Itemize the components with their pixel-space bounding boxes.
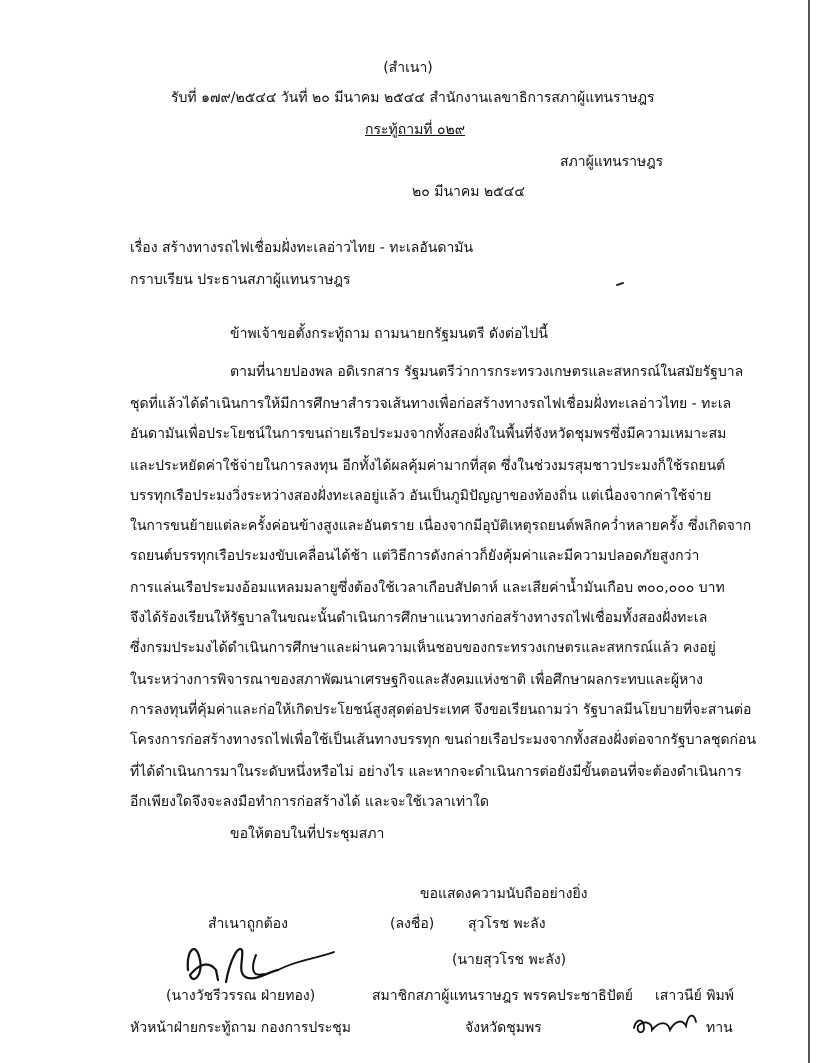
body-line: ที่ได้ดำเนินการมาในระดับหนึ่งหรือไม่ อย่างไร และหากจะดำเนินการต่อยังมีขั้นตอนที่จะต้องดำเนินการ (130, 764, 742, 780)
page-edge-line (808, 0, 810, 1063)
certified-label: สำเนาถูกต้อง (208, 916, 288, 932)
respect-line: ขอแสดงความนับถืออย่างยิ่ง (420, 886, 588, 902)
stray-mark (616, 282, 624, 287)
body-line: การแล่นเรือประมงอ้อมแหลมมลายูซึ่งต้องใช้เวลาเกือบสัปดาห์ และเสียค่าน้ำมันเกือบ ๓๐๐,๐๐๐ บาท (130, 580, 725, 596)
receipt-line: รับที่ ๑๗๙/๒๕๔๔ วันที่ ๒๐ มีนาคม ๒๕๔๔ สำนักงานเลขาธิการสภาผู้แทนราษฎร (171, 90, 655, 106)
checker-initials (630, 1008, 710, 1040)
copy-mark: (สำเนา) (383, 60, 433, 76)
body-line: ตามที่นายปองพล อดิเรกสาร รัฐมนตรีว่าการกระทรวงเกษตรและสหกรณ์ในสมัยรัฐบาล (230, 364, 744, 380)
clerk-name: (นางวัชรีวรรณ ฝ่ายทอง) (166, 988, 316, 1004)
document-date: ๒๐ มีนาคม ๒๕๔๔ (412, 184, 525, 200)
body-line: ในการขนย้ายแต่ละครั้งค่อนข้างสูงและอันตราย เนื่องจากมีอุบัติเหตุรถยนต์พลิกคว่ำหลายครั้ง ซึ่งเกิดจาก (130, 518, 752, 534)
closing-request: ขอให้ตอบในที่ประชุมสภา (230, 826, 385, 842)
signed-label: (ลงชื่อ) (390, 916, 435, 932)
body-line: ชุดที่แล้วได้ดำเนินการให้มีการศึกษาสำรวจเส้นทางเพื่อก่อสร้างทางรถไฟเชื่อมฝั่งทะเลอ่าวไทย - ทะเล (130, 396, 732, 412)
body-line: ในระหว่างการพิจารณาของสภาพัฒนาเศรษฐกิจและสังคมแห่งชาติ เพื่อศึกษาผลกระทบและผู้หาง (130, 672, 703, 688)
body-line: รถยนต์บรรทุกเรือประมงขับเคลื่อนได้ช้า แต่วิธีการดังกล่าวก็ยังคุ้มค่าและมีความปลอดภัยสูงกว่า (130, 548, 700, 564)
handwritten-signature (178, 930, 338, 990)
question-number: กระทู้ถามที่ ๐๒๙ (365, 122, 466, 138)
signer-province: จังหวัดชุมพร (465, 1020, 542, 1036)
body-line: อีกเพียงใดจึงจะลงมือทำการก่อสร้างได้ และจะใช้เวลาเท่าใด (130, 794, 489, 810)
body-line: และประหยัดค่าใช้จ่ายในการลงทุน อีกทั้งได้ผลคุ้มค่ามากที่สุด ซึ่งในช่วงมรสุมชาวประมงก็ใช้รถยนต์ (130, 458, 726, 474)
body-line: อันดามันเพื่อประโยชน์ในการขนถ่ายเรือประมงจากทั้งสองฝั่งในพื้นที่จังหวัดชุมพรซึ่งมีความเหมาะสม (130, 426, 727, 442)
typist-label: เสาวนีย์ พิมพ์ (655, 988, 734, 1004)
body-line: การลงทุนที่คุ้มค่าและก่อให้เกิดประโยชน์สูงสุดต่อประเทศ จึงขอเรียนถามว่า รัฐบาลมีนโยบายที่จะสานต่อ (130, 702, 752, 718)
signer-title: สมาชิกสภาผู้แทนราษฎร พรรคประชาธิปัตย์ (372, 988, 633, 1004)
salutation-line: กราบเรียน ประธานสภาผู้แทนราษฎร (130, 272, 351, 288)
checker-suffix: ทาน (706, 1020, 733, 1036)
clerk-title: หัวหน้าฝ่ายกระทู้ถาม กองการประชุม (130, 1020, 352, 1036)
body-line: ซึ่งกรมประมงได้ดำเนินการศึกษาและผ่านความเห็นชอบของกระทรวงเกษตรและสหกรณ์แล้ว คงอยู่ (130, 640, 716, 656)
intro-line: ข้าพเจ้าขอตั้งกระทู้ถาม ถามนายกรัฐมนตรี ดังต่อไปนี้ (230, 326, 548, 342)
signer-name: สุวโรช พะลัง (468, 916, 546, 932)
body-line: จึงได้ร้องเรียนให้รัฐบาลในขณะนั้นดำเนินการศึกษาแนวทางก่อสร้างทางรถไฟเชื่อมทั้งสองฝั่งทะเล (130, 610, 708, 626)
signer-name-parenthesized: (นายสุวโรช พะลัง) (452, 952, 567, 968)
subject-line: เรื่อง สร้างทางรถไฟเชื่อมฝั่งทะเลอ่าวไทย - ทะเลอันดามัน (130, 240, 474, 256)
body-line: โครงการก่อสร้างทางรถไฟเพื่อใช้เป็นเส้นทางบรรทุก ขนถ่ายเรือประมงจากทั้งสองฝั่งต่อจากรัฐบาลชุดก่อน (130, 732, 757, 748)
body-line: บรรทุกเรือประมงวิ่งระหว่างสองฝั่งทะเลอยู่แล้ว อันเป็นภูมิปัญญาของท้องถิ่น แต่เนื่องจากค่าใช้จ่าย (130, 488, 712, 504)
place: สภาผู้แทนราษฎร (560, 154, 664, 170)
